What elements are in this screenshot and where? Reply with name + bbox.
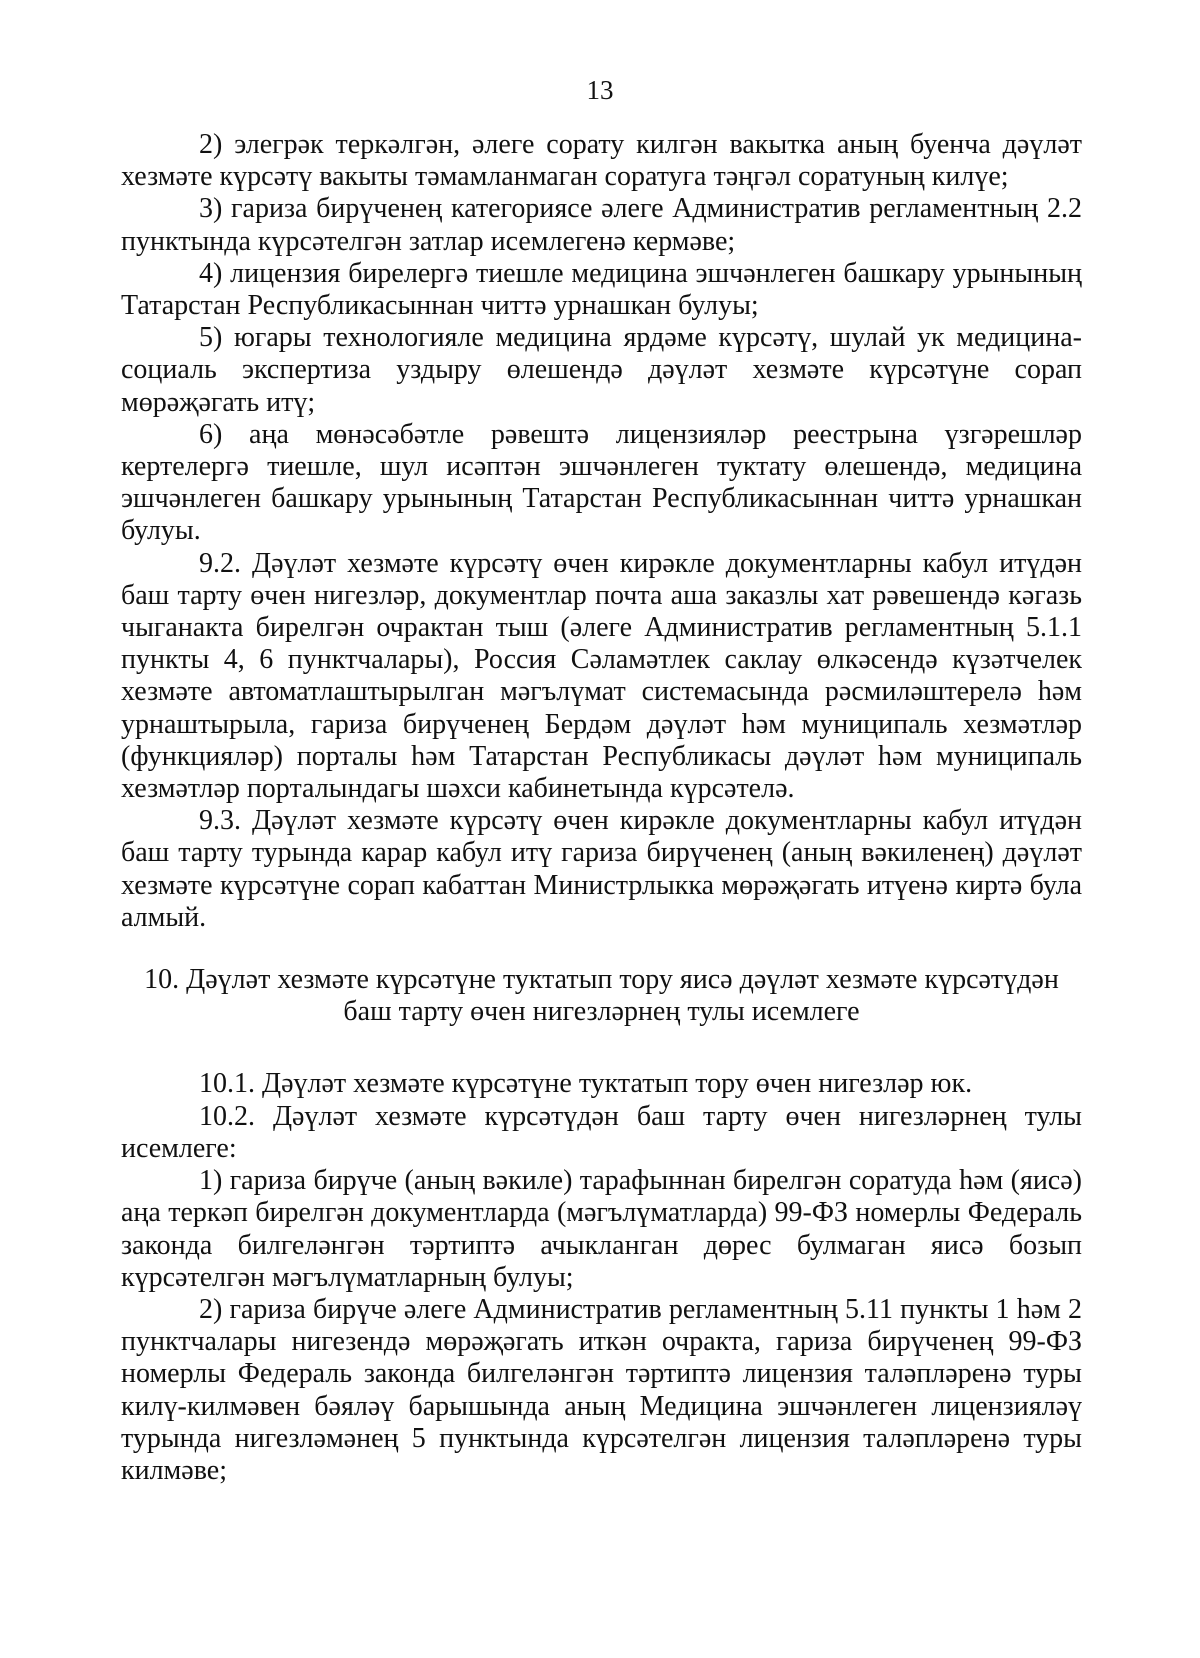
document-body: [121, 129, 1082, 1487]
page-number: 13: [586, 75, 614, 105]
paragraph-9-1-item-2: 2) элегрәк теркәлгән, әлеге сорату килгән вакытка аның буенча дәүләт хезмәте күрсәтү вакыты тәмамланмаган соратуга тәңгәл соратуның килүе;: [121, 129, 1082, 193]
paragraph-9-1-item-5: 5) югары технологияле медицина ярдәме күрсәтү, шулай ук медицина-социаль экспертиза уздыру өлешендә дәүләт хезмәте күрсәтүне сорап мөрәҗәгать итү;: [121, 322, 1082, 418]
paragraph-9-3: 9.3. Дәүләт хезмәте күрсәтү өчен кирәкле документларны кабул итүдән баш тарту турында карар кабул итү гариза бирүченең (аның вәкиленең) дәүләт хезмәте күрсәтүне сорап кабаттан Министрлыкка мөрәҗәгать итүенә киртә була алмый.: [121, 805, 1082, 933]
paragraph-9-1-item-3: 3) гариза бирүченең категориясе әлеге Административ регламентның 2.2 пунктында күрсәтелгән затлар исемлегенә кермәве;: [121, 193, 1082, 257]
section-10-heading: 10. Дәүләт хезмәте күрсәтүне туктатып тору яисә дәүләт хезмәте күрсәтүдән баш тарту өчен нигезләрнең тулы исемлеге: [144, 964, 1059, 1028]
paragraph-9-1-item-6: 6) аңа мөнәсәбәтле рәвештә лицензияләр реестрына үзгәрешләр кертелергә тиешле, шул исәптән эшчәнлеген туктату өлешендә, медицина эшчәнлеген башкару урынының Татарстан Республикасыннан читтә урнашкан булуы.: [121, 418, 1082, 547]
paragraph-9-2: 9.2. Дәүләт хезмәте күрсәтү өчен кирәкле документларны кабул итүдән баш тарту өчен нигезләр, документлар почта аша заказлы хат рәвешендә кәгазь чыганакта бирелгән очрактан тыш (әлеге Административ регламентның 5.1.1 пункты 4, 6 пунктчалары), Россия Сәламәтлек саклау өлкәсендә күзәтчелек хезмәте автоматлаштырылган мәгълүмат системасында рәсмиләштерелә һәм урнаштырыла, гариза бирүченең Бердәм дәүләт һәм муниципаль хезмәтләр (функцияләр) порталы һәм Татарстан Республикасы дәүләт һәм муниципаль хезмәтләр порталындагы шәхси кабинетында күрсәтелә.: [121, 547, 1082, 805]
paragraph-10-2-item-1: 1) гариза бирүче (аның вәкиле) тарафыннан бирелгән соратуда һәм (яисә) аңа теркәп бирелгән документларда (мәгълүматларда) 99-ФЗ номерлы Федераль законда билгеләнгән тәртиптә ачыкланган дөрес булмаган яисә бозып күрсәтелгән мәгълүматларның булуы;: [121, 1165, 1082, 1293]
paragraph-9-1-item-4: 4) лицензия бирелергә тиешле медицина эшчәнлеген башкару урынының Татарстан Республикасыннан читтә урнашкан булуы;: [121, 257, 1082, 322]
paragraph-10-2-item-2: 2) гариза бирүче әлеге Административ регламентның 5.11 пункты 1 һәм 2 пунктчалары нигезендә мөрәҗәгать иткән очракта, гариза бирүченең 99-ФЗ номерлы Федераль законда билгеләнгән тәртиптә лицензия таләпләренә туры килү-килмәвен бәяләү барышында аның Медицина эшчәнлеген лицензияләү турында нигезләмәнең 5 пунктында күрсәтелгән лицензия таләпләренә туры килмәве;: [121, 1293, 1082, 1486]
paragraph-10-2: 10.2. Дәүләт хезмәте күрсәтүдән баш тарту өчен нигезләрнең тулы исемлеге:: [121, 1100, 1082, 1164]
paragraph-10-1: 10.1. Дәүләт хезмәте күрсәтүне туктатып тору өчен нигезләр юк.: [199, 1068, 973, 1100]
